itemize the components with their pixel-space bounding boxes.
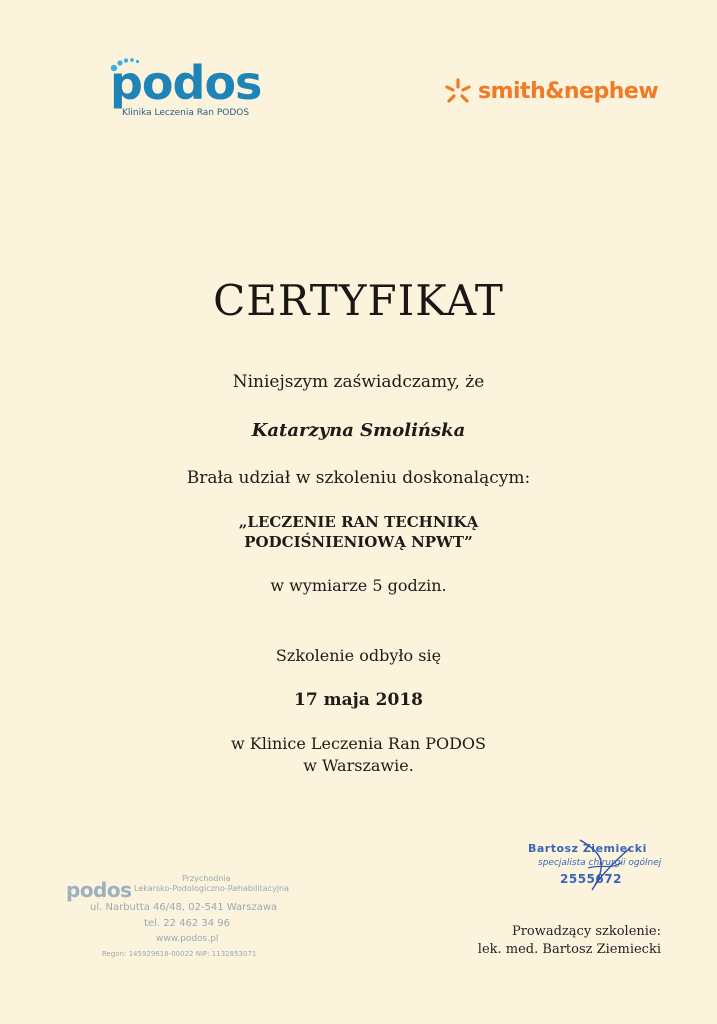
doctor-stamp-specialty: specjalista chirurgii ogólnej — [538, 858, 662, 868]
clinic-stamp — [60, 872, 330, 962]
doctor-stamp-number: 2555672 — [560, 872, 622, 886]
participation-text: Brała udział w szkoleniu doskonalącym: — [186, 468, 531, 488]
podos-wordmark: podos — [110, 56, 262, 110]
course-title-line2: PODCIŚNIENIOWĄ NPWT” — [244, 533, 473, 551]
clinic-stamp-website: www.podos.pl — [156, 934, 219, 944]
clinic-stamp-phone: tel. 22 462 34 96 — [144, 918, 231, 929]
signature — [570, 832, 640, 902]
intro-text: Niniejszym zaświadczamy, że — [232, 372, 485, 392]
clinic-stamp-line1: Przychodnia — [182, 874, 231, 883]
podos-subtitle: Klinika Leczenia Ran PODOS — [122, 108, 250, 118]
location-line1: w Klinice Leczenia Ran PODOS — [230, 734, 487, 753]
trainer-name: lek. med. Bartosz Ziemiecki — [477, 942, 661, 957]
location-line2: w Warszawie. — [303, 756, 414, 775]
doctor-stamp-name: Bartosz Ziemiecki — [528, 842, 647, 855]
clinic-stamp-logo: podos — [66, 878, 132, 902]
podos-logo — [108, 56, 278, 122]
clinic-stamp-ids: Regon: 145929618-00022 NIP: 1132853071 — [102, 950, 257, 958]
held-intro: Szkolenie odbyło się — [275, 646, 442, 665]
starburst-icon — [442, 76, 474, 108]
course-date: 17 maja 2018 — [294, 690, 423, 710]
course-duration: w wymiarze 5 godzin. — [270, 576, 447, 595]
clinic-stamp-line2: Lekarsko-Podologiczno-Rehabilitacyjna — [134, 884, 289, 893]
course-title-line1: „LECZENIE RAN TECHNIKĄ — [238, 513, 479, 531]
trainer-label: Prowadzący szkolenie: — [511, 924, 661, 939]
clinic-stamp-address: ul. Narbutta 46/48, 02-541 Warszawa — [90, 902, 278, 913]
smith-nephew-wordmark: smith&nephew — [478, 79, 659, 104]
smith-nephew-logo — [442, 76, 672, 112]
participant-name: Katarzyna Smolińska — [251, 420, 466, 441]
certificate-title: CERTYFIKAT — [213, 276, 504, 325]
